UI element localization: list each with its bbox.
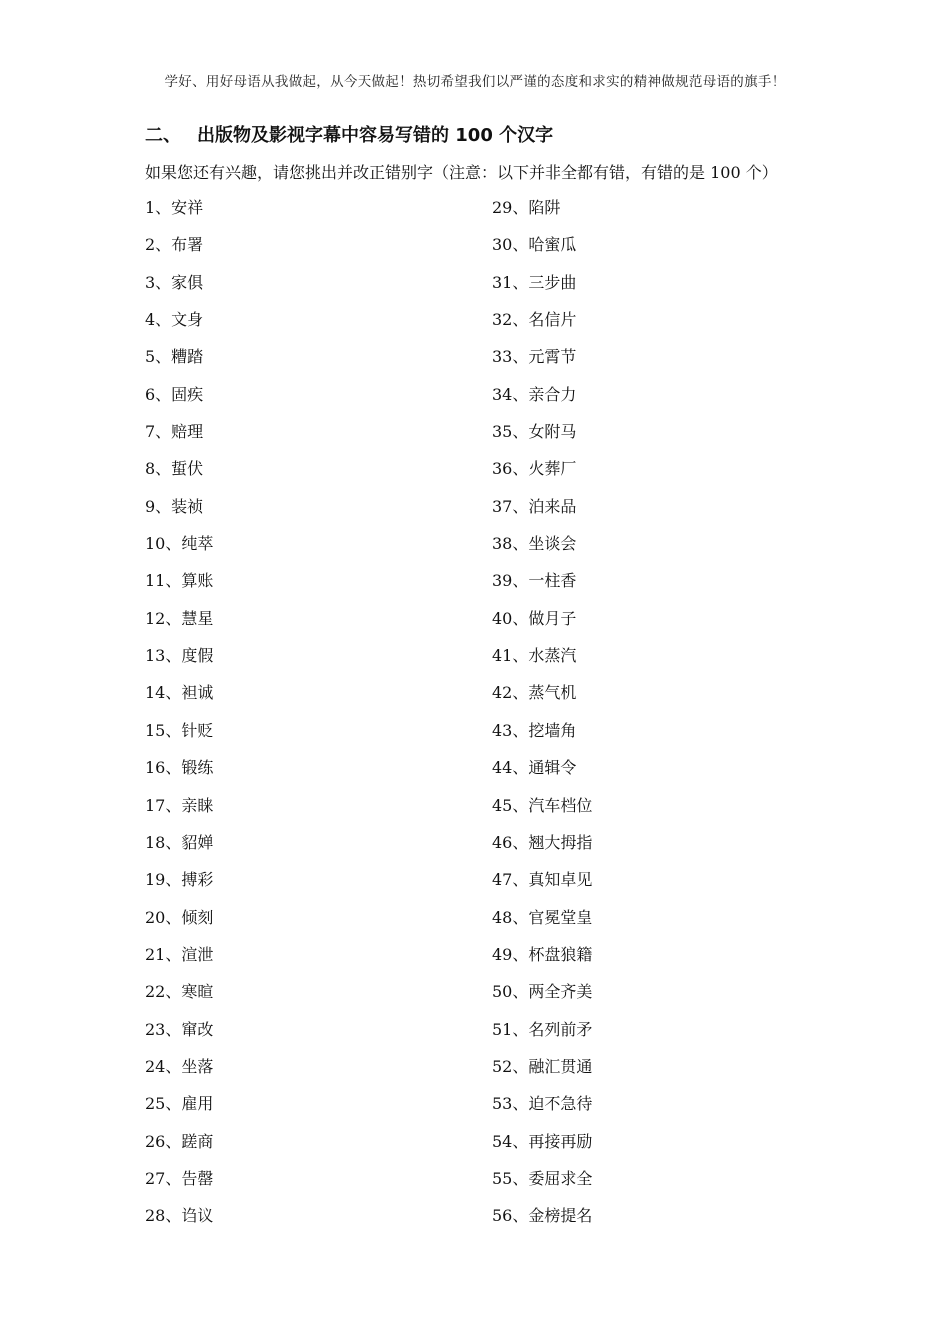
list-item: 53、迫不急待 — [492, 1094, 593, 1114]
list-item: 52、融汇贯通 — [492, 1056, 593, 1076]
list-item: 33、元霄节 — [492, 347, 577, 367]
word-list-left — [145, 196, 213, 1242]
list-item: 9、装祯 — [145, 496, 204, 516]
list-item: 31、三步曲 — [492, 272, 577, 292]
list-item: 51、名列前矛 — [492, 1019, 593, 1039]
list-item: 11、算账 — [145, 571, 214, 591]
list-item: 28、诌议 — [145, 1206, 214, 1226]
list-item: 7、赔理 — [145, 422, 204, 442]
list-item: 1、安祥 — [145, 198, 204, 217]
list-item: 46、翘大拇指 — [492, 832, 593, 852]
intro-text: 如果您还有兴趣，请您挑出并改正错别字（注意：以下并非全都有错，有错的是 100 个） — [145, 163, 778, 182]
list-item: 10、纯萃 — [145, 534, 214, 554]
list-item: 6、固疾 — [145, 384, 204, 404]
list-item: 29、陷阱 — [492, 198, 561, 217]
list-item: 38、坐谈会 — [492, 534, 577, 554]
section-number: 二、 — [145, 125, 181, 146]
list-item: 44、通辑令 — [492, 758, 577, 778]
list-item: 47、真知卓见 — [492, 870, 593, 890]
list-item: 54、再接再励 — [492, 1131, 593, 1151]
list-item: 14、袒诚 — [145, 683, 214, 703]
list-item: 8、蜇伏 — [145, 459, 204, 479]
list-item: 37、泊来品 — [492, 496, 577, 516]
list-item: 15、针贬 — [145, 720, 214, 740]
list-item: 32、名信片 — [492, 310, 577, 330]
list-item: 18、貂婵 — [145, 832, 214, 852]
list-item: 55、委屈求全 — [492, 1168, 593, 1188]
list-item: 21、渲泄 — [145, 944, 214, 964]
list-item: 24、坐落 — [145, 1056, 214, 1076]
list-item: 19、搏彩 — [145, 870, 214, 890]
list-item: 2、布署 — [145, 235, 204, 255]
list-item: 16、锻练 — [145, 758, 214, 778]
list-item: 3、家俱 — [145, 272, 204, 292]
list-item: 49、杯盘狼籍 — [492, 944, 593, 964]
header-motto: 学好、用好母语从我做起，从今天做起！热切希望我们以严谨的态度和求实的精神做规范母语的旗手！ — [164, 74, 786, 90]
list-item: 25、雇用 — [145, 1094, 214, 1114]
list-item: 27、告罄 — [145, 1168, 214, 1188]
list-item: 23、窜改 — [145, 1019, 214, 1039]
word-list-right — [492, 196, 592, 1242]
list-item: 35、女附马 — [492, 422, 577, 442]
list-item: 42、蒸气机 — [492, 683, 577, 703]
list-item: 12、慧星 — [145, 608, 214, 628]
list-item: 43、挖墙角 — [492, 720, 577, 740]
list-item: 48、官冕堂皇 — [492, 907, 593, 927]
list-item: 34、亲合力 — [492, 384, 577, 404]
list-item: 20、倾刻 — [145, 907, 214, 927]
list-item: 41、水蒸汽 — [492, 646, 577, 666]
list-item: 50、两全齐美 — [492, 982, 593, 1002]
list-item: 39、一柱香 — [492, 571, 577, 591]
list-item: 30、哈蜜瓜 — [492, 235, 577, 255]
list-item: 5、糟踏 — [145, 347, 204, 367]
list-item: 17、亲睐 — [145, 795, 214, 815]
list-item: 13、度假 — [145, 646, 214, 666]
list-item: 26、蹉商 — [145, 1131, 214, 1151]
section-heading: 出版物及影视字幕中容易写错的 100 个汉字 — [197, 125, 554, 146]
list-item: 4、文身 — [145, 310, 204, 330]
list-item: 22、寒暄 — [145, 982, 214, 1002]
list-item: 45、汽车档位 — [492, 795, 593, 815]
list-item: 40、做月子 — [492, 608, 577, 628]
list-item: 36、火葬厂 — [492, 459, 577, 479]
list-item: 56、金榜提名 — [492, 1206, 593, 1226]
section-title — [145, 121, 553, 147]
